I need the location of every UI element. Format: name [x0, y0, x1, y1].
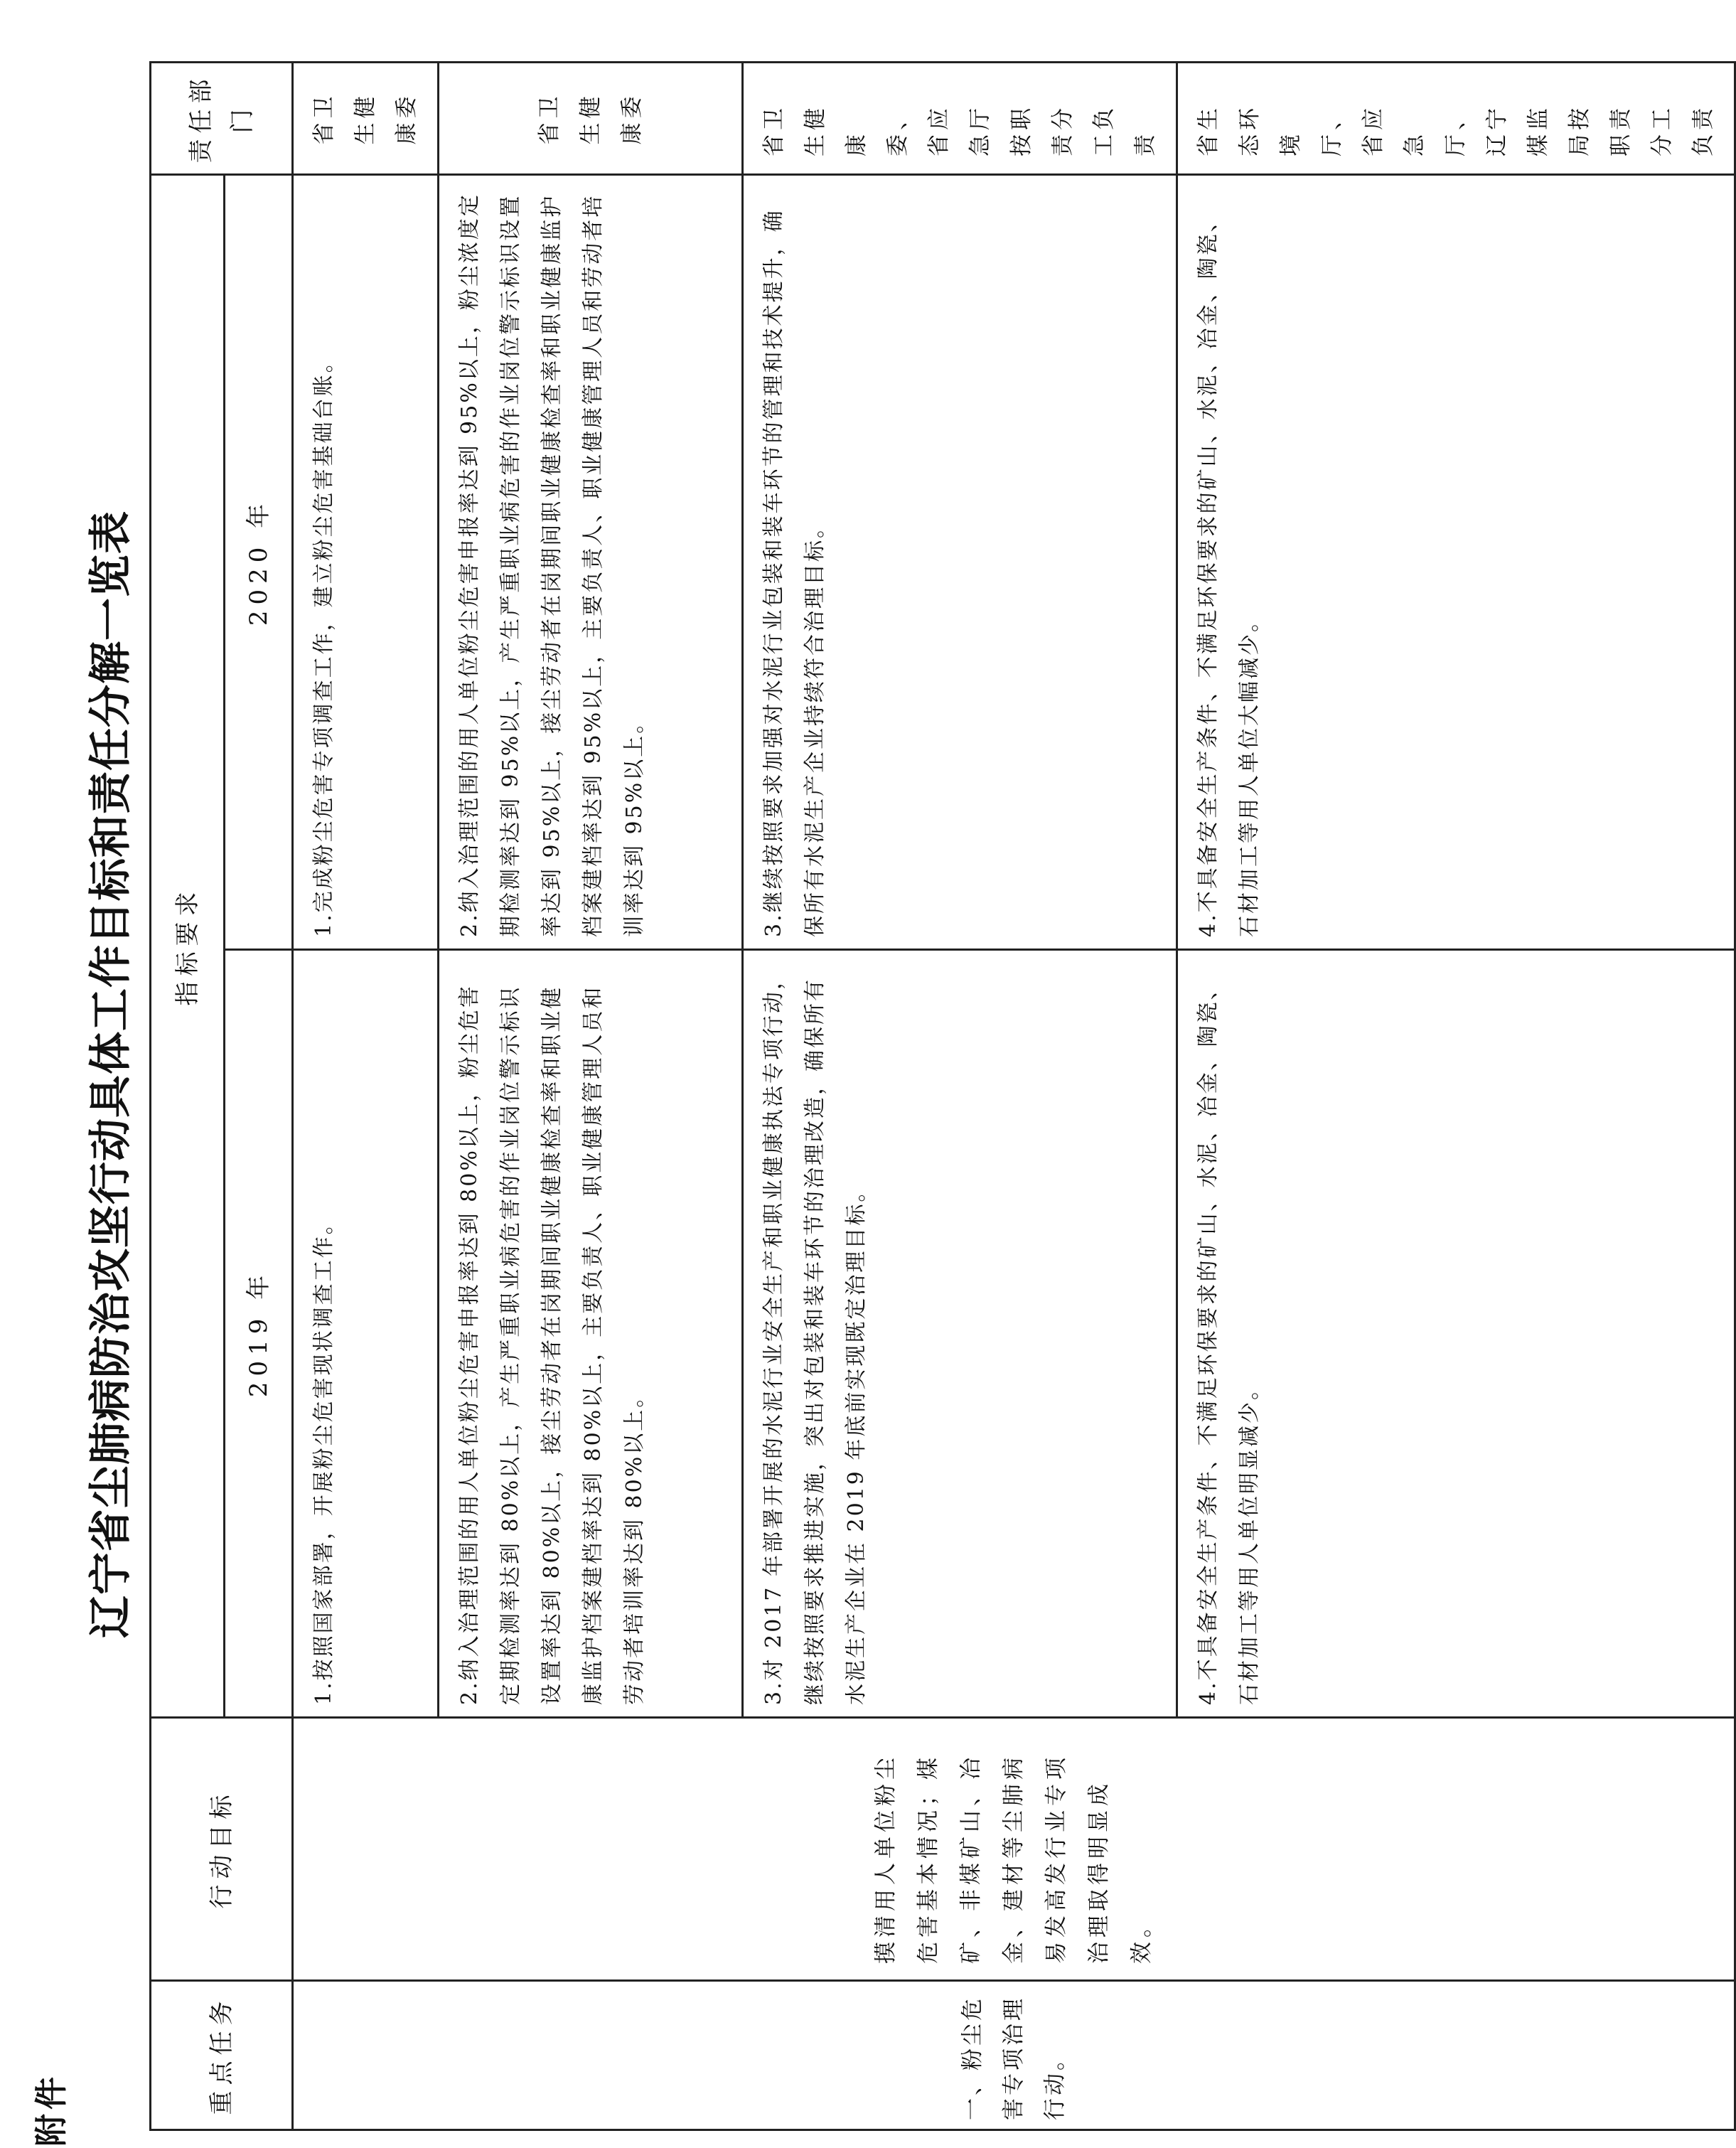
indicator-2019-3: 3.对 2017 年部署开展的水泥行业安全生产和职业健康执法专项行动，继续按照要求推进实施，突出对包装和装车环节的治理改造，确保所有水泥生产企业在 2019 年底前实现既定治理目标。 — [743, 950, 1177, 1718]
header-year-2020: 2020 年 — [225, 175, 293, 950]
indicator-2020-4: 4.不具备安全生产条件、不满足环保要求的矿山、水泥、冶金、陶瓷、石材加工等用人单位大幅减少。 — [1177, 175, 1735, 950]
responsibility-table — [149, 61, 1736, 2131]
header-indicators: 指标要求 — [151, 175, 225, 1718]
indicator-2020-3: 3.继续按照要求加强对水泥行业包装和装车环节的管理和技术提升，确保所有水泥生产企业持续符合治理目标。 — [743, 175, 1177, 950]
header-action-goal: 行动目标 — [151, 1718, 293, 1981]
indicator-2019-4: 4.不具备安全生产条件、不满足环保要求的矿山、水泥、冶金、陶瓷、石材加工等用人单位明显减少。 — [1177, 950, 1735, 1718]
attachment-label: 附件 — [32, 2073, 70, 2147]
indicator-2020-1: 1.完成粉尘危害专项调查工作，建立粉尘危害基础台账。 — [293, 175, 439, 950]
indicator-2020-2: 2.纳入治理范围的用人单位粉尘危害申报率达到 95%以上，粉尘浓度定期检测率达到 95%以上，产生严重职业病危害的作业岗位警示标识设置率达到 95%以上，接尘劳动者在岗期间职业健康检查率和职业健康监护档案建档率达到 95%以上，主要负责人、职业健康管理人员和劳动者培训率达到 95%以上。 — [439, 175, 743, 950]
table-row — [293, 63, 439, 2130]
indicator-2019-2: 2.纳入治理范围的用人单位粉尘危害申报率达到 80%以上，粉尘危害定期检测率达到 80%以上，产生严重职业病危害的作业岗位警示标识设置率达到 80%以上，接尘劳动者在岗期间职业健康检查率和职业健康监护档案建档率达到 80%以上，主要负责人、职业健康管理人员和劳动者培训率达到 80%以上。 — [439, 950, 743, 1718]
header-year-2019: 2019 年 — [225, 950, 293, 1718]
header-department: 责任部门 — [151, 63, 293, 175]
header-key-task: 重点任务 — [151, 1981, 293, 2130]
department-1: 省卫生健康委 — [293, 63, 439, 175]
department-2: 省卫生健康委 — [439, 63, 743, 175]
document-title: 辽宁省尘肺病防治攻坚行动具体工作目标和责任分解一览表 — [86, 511, 136, 1638]
key-task-cell: 一、粉尘危害专项治理行动。 — [293, 1981, 1735, 2130]
department-3: 省卫生健康委、省应急厅按职责分工负责 — [743, 63, 1177, 175]
action-goal-cell: 摸清用人单位粉尘危害基本情况；煤矿、非煤矿山、冶金、建材等尘肺病易发高发行业专项治理取得明显成效。 — [293, 1718, 1735, 1981]
department-4: 省生态环境厅、省应急厅、辽宁煤监局按职责分工负责 — [1177, 63, 1735, 175]
indicator-2019-1: 1.按照国家部署，开展粉尘危害现状调查工作。 — [293, 950, 439, 1718]
header-row — [151, 63, 225, 2130]
